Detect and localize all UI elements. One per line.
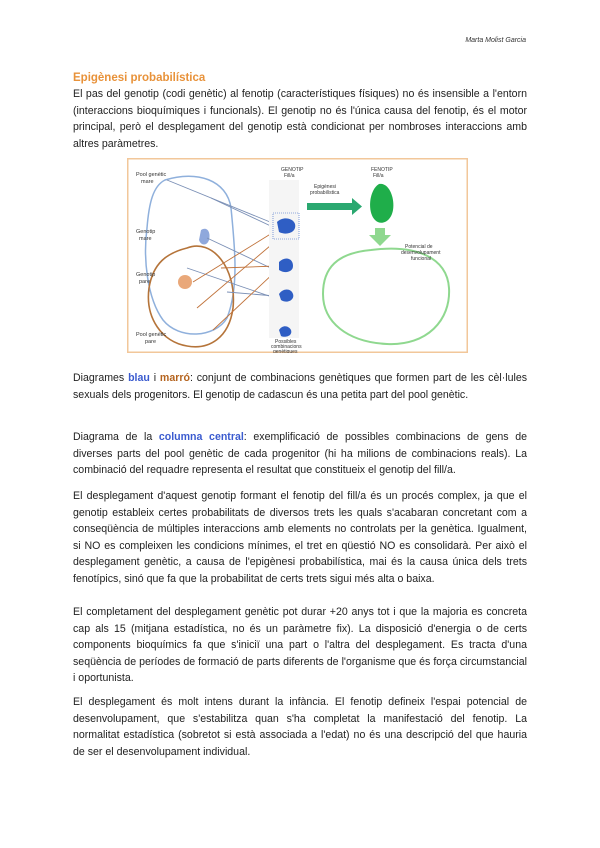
paragraph-diagrames xyxy=(73,370,527,403)
epigenesis-diagram xyxy=(127,158,468,353)
intro-paragraph: El pas del genotip (codi genètic) al fenotip (característiques físiques) no és insensible a l'entorn (interaccions bioquímiques i funcionals). El genotip no és l'única causa del fenotip, és el motor principal, però el desplegament del genotip està condicionat per nombroses interaccions amb altres paràmetres. xyxy=(73,88,527,150)
epigenesis-arrow-body xyxy=(307,203,352,210)
label-fenotip-fill-2: Fill/a xyxy=(373,173,384,179)
label-epigenesi-2: probabilística xyxy=(310,190,340,196)
text-span: i xyxy=(149,372,160,384)
label-fenotip-fill-1: FENOTIP xyxy=(371,167,393,173)
text-span: : conjunt de combinacions genètiques que formen part de les cèl·lules sexuals dels progenitors. El genotip de cadascun és una petita part del pool genètic. xyxy=(73,372,528,401)
text-span: : exemplificació de possibles combinacions de gens de diverses parts del pool genètic de cada progenitor (hi ha milions de combinacions reals). La combinació del requadre representa el resultat que constitueix el genotip del fill/a. xyxy=(73,431,527,477)
paragraph-desplegament: El desplegament d'aquest genotip formant el fenotip del fill/a és un procés complex, ja que el genotip estableix certes probabilitats de diversos trets les quals s'acabaran concretant com a conseqüència de múltiples interaccions amb elements no controlats per la genètica. Igualment, si NO es compleixen les condicions mínimes, el tret en qüestió NO es consolidarà. Per això el desplegament genètic, a causa de l'epigènesi probabilística, mai és la causa única dels trets fenotípics, sinó que fa que la probabilitat de certs trets sigui més alta o baixa. xyxy=(73,490,527,585)
paragraph-columna xyxy=(73,429,527,479)
label-pool-pare-2: pare xyxy=(145,339,157,345)
label-potencial-2: desenvolupament xyxy=(401,250,441,256)
label-genotip-fill-2: Fill/a xyxy=(284,173,295,179)
label-potencial-1: Potencial de xyxy=(405,244,433,250)
highlight-blau: blau xyxy=(128,372,150,384)
combination-shape-1 xyxy=(277,218,295,233)
label-genotip-mare-2: mare xyxy=(139,236,152,242)
paragraph-infancia: El desplegament és molt intens durant la infància. El fenotip defineix l'espai potencial de desenvolupament, que s'estabilitza quan s'ha completat la manifestació del fenotip. La normalitat estadística (sobretot si està associada a l'edat) no és una descripció del que hauria de ser el desenvolupament individual. xyxy=(73,696,527,758)
highlight-marro: marró xyxy=(159,372,190,384)
genotip-pare-shape xyxy=(178,275,192,289)
text-span: Diagrames xyxy=(73,372,129,384)
label-genotip-mare-1: Genotip xyxy=(136,229,156,235)
label-genotip-pare-1: Genotip xyxy=(136,272,156,278)
combination-shape-2 xyxy=(279,259,293,273)
down-arrow-body xyxy=(375,228,385,235)
label-pool-pare-1: Pool genètic xyxy=(136,332,167,338)
label-epigenesi-1: Epigènesi xyxy=(314,184,336,190)
label-genotip-pare-2: pare xyxy=(139,279,151,285)
label-possibles-2: combinacions xyxy=(271,344,302,350)
label-possibles-1: Possibles xyxy=(275,339,297,345)
header-author: Marta Molist Garcia xyxy=(465,37,526,44)
label-potencial-3: funcional xyxy=(411,256,432,262)
label-pool-mare-2: mare xyxy=(141,179,154,185)
label-genotip-fill-1: GENOTIP xyxy=(281,167,304,173)
text-span: Diagrama de la xyxy=(73,431,159,443)
section-title: Epigènesi probabilística xyxy=(73,72,206,84)
highlight-columna-central: columna central xyxy=(158,431,244,443)
label-pool-mare-1: Pool genètic xyxy=(136,172,167,178)
label-possibles-3: genètiques xyxy=(273,349,298,353)
paragraph-completament: El completament del desplegament genètic pot durar +20 anys tot i que la majoria es concreta cap als 15 (mitjana estadística, no és un paràmetre fix). La disposició d'energia o de certs components bioquímics fa que s'iniciï una part o l'altra del desplegament. Es tracta d'una seqüència de períodes de formació de parts diferents de l'organisme que és força circumstancial i oportunista. xyxy=(73,606,527,685)
